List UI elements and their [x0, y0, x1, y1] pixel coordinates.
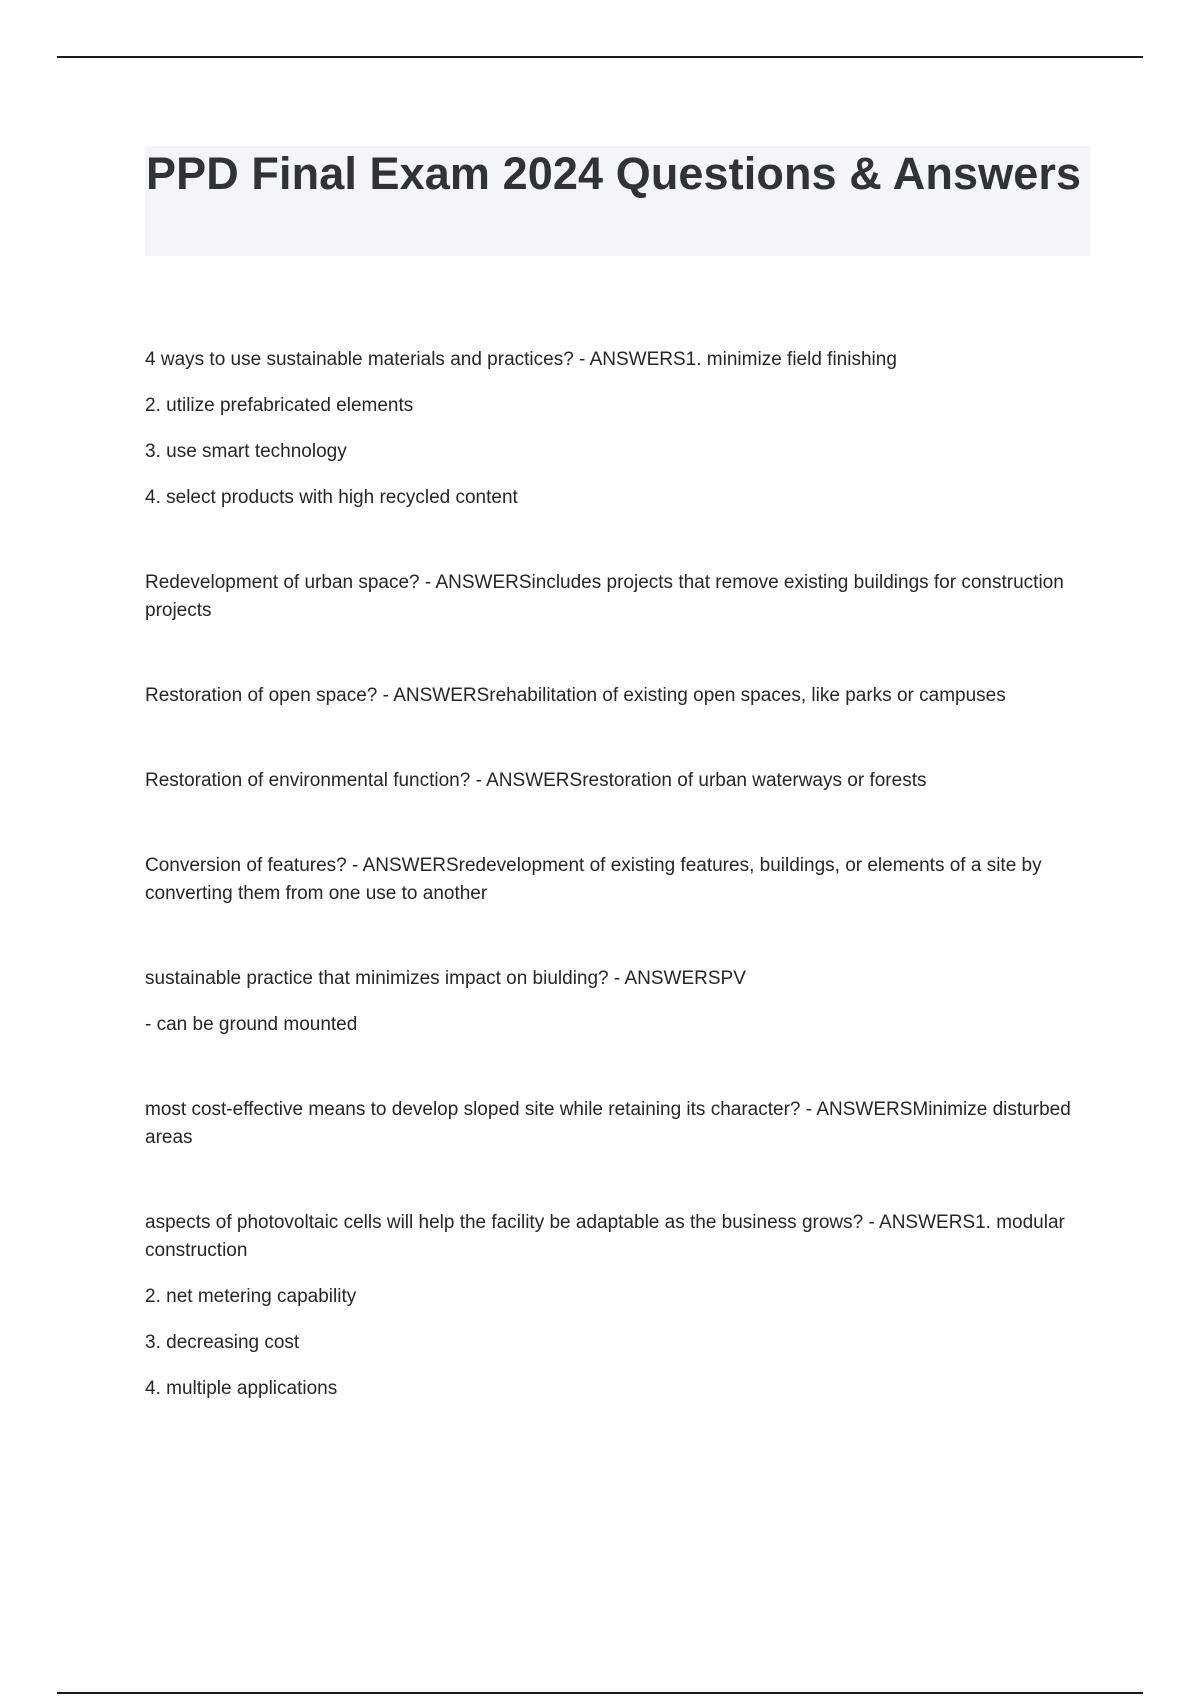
qa-item	[145, 767, 1090, 795]
qa-item	[145, 852, 1090, 908]
header-rule	[57, 56, 1143, 58]
answer-line: 4. multiple applications	[145, 1378, 338, 1399]
answer-line: 4. select products with high recycled content	[145, 487, 518, 508]
qa-item	[145, 682, 1090, 710]
question-line: Restoration of open space? - ANSWERSrehabilitation of existing open spaces, like parks or campuses	[145, 685, 1006, 706]
answer-line: 2. net metering capability	[145, 1286, 357, 1307]
qa-item	[145, 1096, 1090, 1152]
answer-line: 3. use smart technology	[145, 441, 347, 462]
document-title: PPD Final Exam 2024 Questions & Answers	[146, 148, 1082, 199]
qa-item	[145, 346, 1090, 512]
question-line: most cost-effective means to develop sloped site while retaining its character? - ANSWERSMinimize disturbed areas	[145, 1099, 1071, 1148]
question-line: aspects of photovoltaic cells will help the facility be adaptable as the business grows? - ANSWERS1. modular construction	[145, 1212, 1065, 1261]
answer-line: 3. decreasing cost	[145, 1332, 300, 1353]
title-banner	[145, 146, 1090, 256]
qa-item	[145, 965, 1090, 1039]
answer-line: 2. utilize prefabricated elements	[145, 395, 414, 416]
qa-item	[145, 1209, 1090, 1403]
qa-item	[145, 569, 1090, 625]
qa-list	[145, 346, 1090, 1460]
question-line: Redevelopment of urban space? - ANSWERSincludes projects that remove existing buildings for construction projects	[145, 572, 1064, 621]
question-line: sustainable practice that minimizes impact on biulding? - ANSWERSPV	[145, 968, 746, 989]
footer-rule	[57, 1692, 1143, 1694]
question-line: Restoration of environmental function? - ANSWERSrestoration of urban waterways or forests	[145, 770, 927, 791]
question-line: 4 ways to use sustainable materials and practices? - ANSWERS1. minimize field finishing	[145, 349, 897, 370]
answer-line: - can be ground mounted	[145, 1014, 358, 1035]
question-line: Conversion of features? - ANSWERSredevelopment of existing features, buildings, or elements of a site by converting them from one use to another	[145, 855, 1042, 904]
